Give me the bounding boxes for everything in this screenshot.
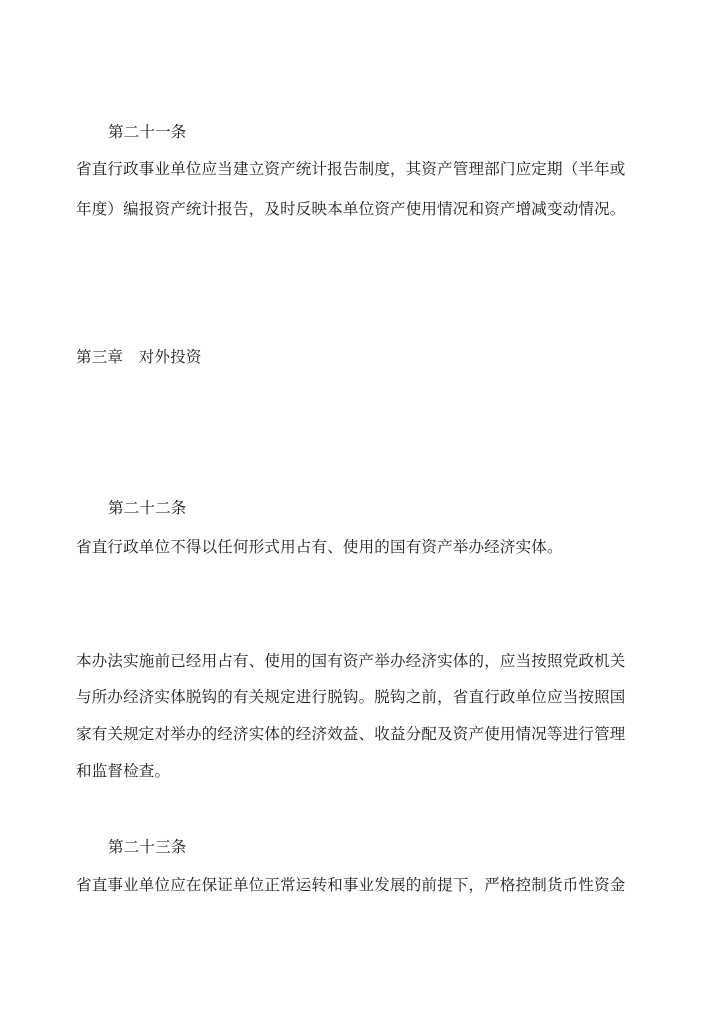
article-21-heading: 第二十一条 bbox=[108, 123, 187, 141]
article-22-heading: 第二十二条 bbox=[108, 499, 187, 517]
paragraph-text-line-2: 与所办经济实体脱钩的有关规定进行脱钩。脱钩之前，省直行政单位应当按照国 bbox=[76, 688, 626, 706]
article-22-text-line-1: 省直行政单位不得以任何形式用占有、使用的国有资产举办经济实体。 bbox=[76, 538, 563, 556]
paragraph-text-line-1: 本办法实施前已经用占有、使用的国有资产举办经济实体的，应当按照党政机关 bbox=[76, 652, 626, 670]
chapter-3-heading: 第三章 对外投资 bbox=[76, 348, 202, 366]
article-23-text-line-1: 省直事业单位应在保证单位正常运转和事业发展的前提下，严格控制货币性资金 bbox=[76, 876, 626, 894]
paragraph-text-line-4: 和监督检查。 bbox=[76, 762, 171, 780]
paragraph-text-line-3: 家有关规定对举办的经济实体的经济效益、收益分配及资产使用情况等进行管理 bbox=[76, 725, 626, 743]
article-21-text-line-2: 年度）编报资产统计报告，及时反映本单位资产使用情况和资产增减变动情况。 bbox=[76, 200, 626, 218]
article-23-heading: 第二十三条 bbox=[108, 838, 187, 856]
article-21-text-line-1: 省直行政事业单位应当建立资产统计报告制度，其资产管理部门应定期（半年或 bbox=[76, 160, 626, 178]
